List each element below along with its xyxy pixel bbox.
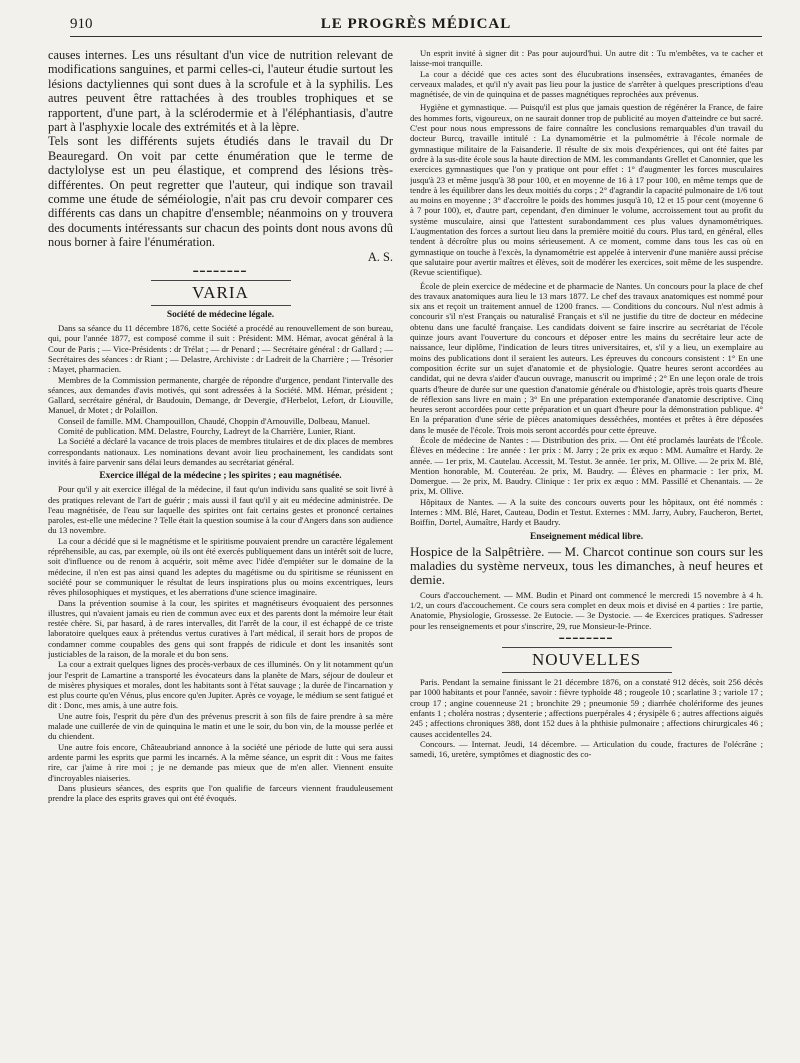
subsection-title-enseignement: Enseignement médical libre. xyxy=(529,531,644,542)
paragraph: La cour a extrait quelques lignes des procès-verbaux de ces illuminés. On y lit notamment qu'un jour l'esprit de Lamartine a transporté les évocateurs dans la planète de Mars, séjour de douleur et de misères physiques et morales, dont les habitants sont à l'état sauvage ; la durée de l'incarnation y est plus courte qu'en Vénus, plus encore qu'en Jupiter. Après ce voyage, le médium se sent fatigué et dit : Donc, mes amis, à une autre fois. xyxy=(48,659,393,711)
paragraph: Conseil de famille. MM. Champouillon, Chaudé, Choppin d'Arnouville, Dolbeau, Manuel. xyxy=(58,415,370,426)
paragraph: Dans plusieurs séances, des esprits que l'on qualifie de farceurs viennent frauduleusement prendre la place des esprits graves qui ont été évoqués. xyxy=(48,782,393,804)
paragraph-hopitaux-nantes: Hôpitaux de Nantes. — A la suite des concours ouverts pour les hôpitaux, ont été nommés : Internes : MM. Blé, Haret, Cauteau, Dodin et Testut. Externes : MM. Jarry, Aubry, Faucheron, Bertet, Boiffin, Dortel, Aumaître, Hardy et Baudry. xyxy=(410,496,763,528)
divider: ━━━━━━━━ xyxy=(559,634,614,644)
paragraph-distribution-prix: École de médecine de Nantes : — Distribution des prix. — Ont été proclamés lauréats de l'École. Élèves en médecine : 1re année : 1er prix : M. Jarry ; 2e prix ex æquo : MM. Aumaître et Hardy. 2e année. — 1er prix, M. Cautelau. Accessit, M. Testut. 3e année. 1er prix, M. Ollive. — 2e prix M. Blé, Mention honorable, M. Couteréau. 2e prix, M. Baudry. — Élèves en pharmacie : 1er prix, M. Domergue. — 2e prix, M. Baudry. Clinique : 1er prix ex æquo : MM. Passillé et Chenantais. — 2e prix, M. Ollive. xyxy=(410,434,763,497)
paragraph: La cour a décidé que ces actes sont des élucubrations insensées, extravagantes, émanées de cerveaux malades, et qu'il n'y avait pas lieu pour la justice de s'arrêter à quelques prescriptions d'eau magnétisée, de vin de quinquina et de passes magnétiques reprochées aux prévenus. xyxy=(410,68,763,100)
paragraph: Membres de la Commission permanente, chargée de répondre d'urgence, pendant l'intervalle des séances, aux demandes d'avis motivés, qui sont adressées à la Société. MM. Hémar, président ; Gallard, secrétaire général, dr Baudouin, Demange, dr Devergie, d'Herbelot, Lefort, dr Liouville, Manuel, dr Motet ; dr Polaillon. xyxy=(48,374,393,416)
paragraph-ecole-nantes: École de plein exercice de médecine et de pharmacie de Nantes. Un concours pour la place de chef des travaux anatomiques aura lieu le 13 mars 1877. Le chef des travaux anatomiques est nommé pour six ans et reçoit un traitement annuel de 1200 francs. — Conditions du concours. Nul n'est admis à concourir s'il n'est Français ou naturalisé Français et s'il ne justifie du titre de docteur en médecine obtenu dans une faculté française. Les candidats doivent se faire inscrire au secrétariat de l'école quinze jours avant l'ouverture du concours et déposer entre les mains du secrétaire leur acte de naissance, leur diplôme, l'indication de leurs titres universitaires, et, s'il y a lieu, un exemplaire au moins des publications dont il seraient les auteurs. Les épreuves du concours consistent : 1° En une composition écrite sur un sujet d'anatomie et de physiologie. Quatre heures seront accordées au candidat, qui ne devra s'aider d'aucun ouvrage, manuscrit ou imprimé ; 2° En une leçon orale de trois quarts d'heure de durée sur une question d'anatomie générale ou d'histologie, après trois quarts d'heure de réflexion sans livre en main ; 3° En une préparation extemporanée d'anatomie descriptive. Cinq heures seront accordées pour cette préparation et un quart d'heure pour la démonstration publique. 4° En la préparation d'une série de pièces anatomiques desséchées, montées et prêtes à être déposées dans le musée de l'école. Trois mois seront accordés pour cette épreuve. xyxy=(410,280,763,435)
paragraph-hospice: Hospice de la Salpêtrière. — M. Charcot continue son cours sur les maladies du système nerveux, tous les dimanches, à neuf heures et demie. xyxy=(410,543,763,588)
paragraph: Un esprit invité à signer dit : Pas pour aujourd'hui. Un autre dit : Tu m'embêtes, va te cacher et laisse-moi tranquille. xyxy=(410,48,763,69)
subsection-title-exercice: Exercice illégal de la médecine ; les spirites ; eau magnétisée. xyxy=(99,471,342,482)
paragraph: Une autre fois encore, Châteaubriand annonce à la société une période de lutte qui sera aussi ardente parmi les esprits que parmi les incarnés. A la même séance, un esprit dit : Vous me faites rire, car j'aime à rire moi ; je ne demande pas mieux que de m'en aller. Viennent ensuite d'incroyables niaiseries. xyxy=(48,741,393,783)
page-number: 910 xyxy=(70,16,93,32)
divider: ━━━━━━━━ xyxy=(193,267,248,277)
paragraph: Pour qu'il y ait exercice illégal de la médecine, il faut qu'un individu sans qualité se soit livré à des pratiques relevant de l'art de guérir ; mais aussi il faut qu'il y ait eu médecine administrée. De l'eau magnétisée, de l'eau sur laquelle des spirites ont fait certains gestes et prononcé certaines paroles, est-elle une médecine ? Telle était la question soumise à la cour d'Angers dans son audience du 13 novembre. xyxy=(48,484,393,536)
section-title-varia: VARIA xyxy=(151,280,291,306)
article-conclusion-paragraph: Tels sont les différents sujets étudiés dans le travail du Dr Beauregard. On voit par cette énumération que le terme de dactylolyse est un peu élastique, et comprend des lésions très-différentes. On peut regretter que l'auteur, qui indique son travail comme une étude de séméiologie, n'ait pas cru devoir comparer ces différents cas dans un chapitre d'ensemble; néanmoins on y trouvera des documents intéressants sur chacun des points dont nous avons dû nous borner à faire l'énumération. xyxy=(48,134,393,250)
paragraph-hygiene: Hygiène et gymnastique. — Puisqu'il est plus que jamais question de régénérer la France, de faire des hommes forts, vigoureux, on ne saurait donner trop de publicité au moyen d'atteindre ce but sacré. C'est pour nous nous empressons de faire connaître les conclusions remarquables d'un travail du docteur Burcq, travaille intitulé : La dynamométrie et la pulmométrie à l'école normale de gymnastique militaire de la Faisanderie. Il résulte de six mois d'expériences, qui ont été faites par ordre à la sus-dite école sous la haute direction de MM. les commandants Grellet et Canonnier, que les exercices gymnastiques que l'on y pratique ont pour effet : 1° d'augmenter les forces musculaires jusqu'à 23 et même jusqu'à 38 pour 100, et en moyenne de 16 à 17 pour 100, en même temps que de tendre à les équilibrer dans les deux moitiés du corps ; 2° d'agrandir la capacité pulmonaire de 1/6 tout au moins en moyenne ; 3° d'accroître le poids des hommes jusqu'à 10, 12 et 15 pour cent (moyenne 6 à 7 pour 100), et, d'autre part, cependant, d'en diminuer le volume, accroissement tout au profit du système musculaire, ainsi que l'attestent surabondamment ces plus values dynamométriques. L'augmentation des forces a surtout lieu dans la première moitié du cours. Plus tard, en général, elles tendent à décroître plus ou moins sérieusement. A ce moment, comme dans tous les cas où en gymnastique on touche à l'excès, la dynamométrie est appelée à intervenir d'une manière aussi précise que salutaire pour avertir maîtres et élèves, soit de modérer les exercices, soit même de les suspendre. (Revue scientifique). xyxy=(410,102,763,278)
paragraph: Dans la prévention soumise à la cour, les spirites et magnétiseurs évoquaient des personnes illustres, qui n'avaient jamais eu rien de commun avec eux et des parents dont la mémoire leur était restée chère. Si, par hasard, à de rares intervalles, dit l'arrêt de la cour, il est échappé de ce triste laboratoire quelques eaux à prétendus vertus curatives à l'art médical, il serait hors de propos de condamner comme coupables des gens qui sont frappés de ridicule et dont les insanités sont justiciables de la raison, de la morale et du bon sens. xyxy=(48,597,393,659)
paragraph: Dans sa séance du 11 décembre 1876, cette Société a procédé au renouvellement de son bureau, qui, pour l'année 1877, est composé comme il suit : Président: MM. Hémar, avocat général à la Cour de Paris ; — Vice-Présidents : dr Trélat ; — dr Penard ; — Secrétaire général : dr Gallard ; — Secrétaires des séances : dr Riant ; — Delastre, Archiviste : dr Ladreit de la Charrière ; — Trésorier : Mayet, pharmacien. xyxy=(48,323,393,375)
author-signature: A. S. xyxy=(367,249,393,264)
article-end-paragraph: causes internes. Les uns résultant d'un vice de nutrition relevant de modifications sanguines, et parmi celles-ci, l'auteur étudie surtout les lésions dactyliennes qui sont dues à la scrofule et à la syphilis. Les autres peuvent être rattachées à des troubles trophiques et se rapportent, d'une part, à la sclérodermie et à l'éléphantiasis, d'autre part à l'asphyxie locale des extrémités et à la lèpre. xyxy=(48,48,393,135)
paragraph: La Société a déclaré la vacance de trois places de membres titulaires et de dix places de membres correspondants nationaux. Les nominations devant avoir lieu prochainement, les candidats sont invités à faire parvenir sans délai leurs demandes au secrétariat général. xyxy=(48,436,393,467)
section-title-nouvelles: NOUVELLES xyxy=(502,647,672,673)
paragraph-concours: Concours. — Internat. Jeudi, 14 décembre. — Articulation du coude, fractures de l'olécrâne ; samedi, 16, uretère, symptômes et diagnostic des co- xyxy=(410,738,763,760)
paragraph-paris: Paris. Pendant la semaine finissant le 21 décembre 1876, on a constaté 912 décès, soit 256 décès par 1000 habitants et pour l'année, savoir : fièvre typhoïde 48 ; rougeole 10 ; scarlatine 3 ; variole 17 ; croup 17 ; angine couenneuse 21 ; bronchite 29 ; pneumonie 59 ; diarrhée cholériforme des jeunes enfants 1 ; choléra nostras ; dysenterie ; affections puerpérales 4 ; érysipèle 6 ; autres affections aiguës 245 ; affections chroniques 388, dont 152 dues à la phthisie pulmonaire ; affections chirurgicales 46 ; causes accidentelles 24. xyxy=(410,677,763,739)
journal-title: LE PROGRÈS MÉDICAL xyxy=(320,16,512,32)
right-column xyxy=(410,48,763,1048)
paragraph: La cour a décidé que si le magnétisme et le spiritisme pouvaient prendre un caractère légalement répréhensible, au cas, par exemple, où ils ont été exercés publiquement dans un intérêt soit de lucre, soit d'influence ou de renom à acquérir, soit même avec l'idée d'empiéter sur le domaine de la médecine, il n'en est pas ainsi quand les adeptes du magétisme ou du spiritisme se réunissent en société pour se communiquer le résultat de leurs inspirations plus ou moins excentriques, leurs rêves philosophiques et mystiques, et les aberrations d'une science imaginaire. xyxy=(48,535,393,598)
subsection-title-societe: Société de médecine légale. xyxy=(166,310,275,321)
paragraph: Une autre fois, l'esprit du père d'un des prévenus prescrit à son fils de faire prendre à sa mère malade une cuillerée de vin de quinquina le matin et une le soir, du bon vin, de la mousse perlée et du chiendent. xyxy=(48,710,393,742)
paragraph: Comité de publication. MM. Delastre, Fourchy, Ladreyt de la Charrière, Lunier, Riant. xyxy=(58,426,356,437)
running-header xyxy=(70,14,762,37)
paragraph-cours: Cours d'accouchement. — MM. Budin et Pinard ont commencé le mercredi 15 novembre à 4 h. 1/2, un cours d'accouchement. Ce cours sera complet en deux mois et divisé en 4 parties : 1re partie, Anatomie, Physiologie, Grossesse. 2e Eutocie. — 3e Dystocie. — 4e Exercices pratiques. S'adresser pour les renseignements et pour s'inscrire, 29, rue Monsieur-le-Prince. xyxy=(410,589,763,631)
left-column xyxy=(48,48,393,1048)
